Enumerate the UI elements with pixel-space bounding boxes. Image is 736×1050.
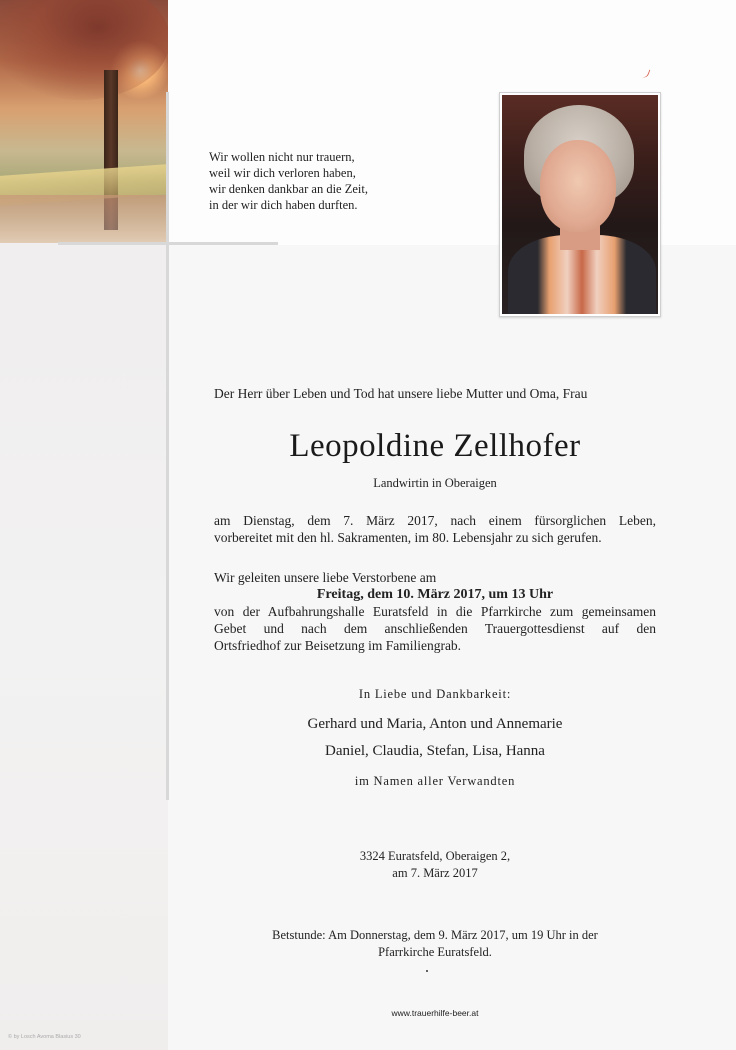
deceased-name: Leopoldine Zellhofer — [289, 428, 581, 464]
mourners-line: Daniel, Claudia, Stefan, Lisa, Hanna — [325, 743, 545, 759]
deceased-occupation: Landwirtin in Oberaigen — [373, 476, 497, 490]
funeral-intro: Wir geleiten unsere liebe Verstorbene am — [214, 570, 437, 585]
memorial-quote — [209, 149, 449, 213]
funeral-line: Ortsfriedhof zur Beisetzung im Familiengrab. — [214, 638, 462, 653]
address-date: am 7. März 2017 — [392, 866, 478, 880]
portrait-photo — [499, 92, 661, 317]
death-notice — [214, 512, 656, 546]
funeral-date: Freitag, dem 10. März 2017, um 13 Uhr — [316, 587, 554, 602]
funeral-line: von der Aufbahrungshalle Euratsfeld in die Pfarrkirche zum gemeinsamen — [214, 604, 656, 619]
prayer-line: Betstunde: Am Donnerstag, dem 9. März 2017, um 19 Uhr in der — [272, 928, 598, 942]
portrait-image — [502, 95, 658, 314]
separator-dot — [426, 970, 428, 972]
cross-icon-vertical — [166, 92, 169, 800]
copyright-text: © by Losch Avoma Blasius 30 — [8, 1034, 81, 1040]
funeral-line: Gebet und nach dem anschließenden Trauergottesdienst auf den — [214, 621, 656, 636]
death-notice-line: vorbereitet mit den hl. Sakramenten, im 80. Lebensjahr zu sich gerufen. — [214, 530, 602, 545]
prayer-line: Pfarrkirche Euratsfeld. — [378, 945, 492, 959]
ground — [0, 195, 168, 243]
mourners-line: Gerhard und Maria, Anton und Annemarie — [307, 716, 563, 732]
pen-mark — [639, 67, 651, 79]
mourners-relatives: im Namen aller Verwandten — [354, 774, 516, 788]
quote-line: weil wir dich verloren haben, — [209, 166, 356, 180]
quote-line: in der wir dich haben durften. — [209, 198, 358, 212]
death-notice-line: am Dienstag, dem 7. März 2017, nach einem fürsorglichen Leben, — [214, 513, 656, 528]
quote-line: Wir wollen nicht nur trauern, — [209, 150, 355, 164]
portrait-face — [540, 140, 616, 232]
website-link[interactable]: www.trauerhilfe-beer.at — [391, 1008, 479, 1018]
mourners-heading: In Liebe und Dankbarkeit: — [358, 687, 512, 701]
funeral-notice — [214, 569, 656, 654]
autumn-tree-image — [0, 0, 168, 243]
quote-line: wir denken dankbar an die Zeit, — [209, 182, 368, 196]
address-line: 3324 Euratsfeld, Oberaigen 2, — [359, 849, 511, 863]
cross-icon-horizontal — [58, 242, 278, 245]
intro-text: Der Herr über Leben und Tod hat unsere liebe Mutter und Oma, Frau — [214, 386, 588, 401]
